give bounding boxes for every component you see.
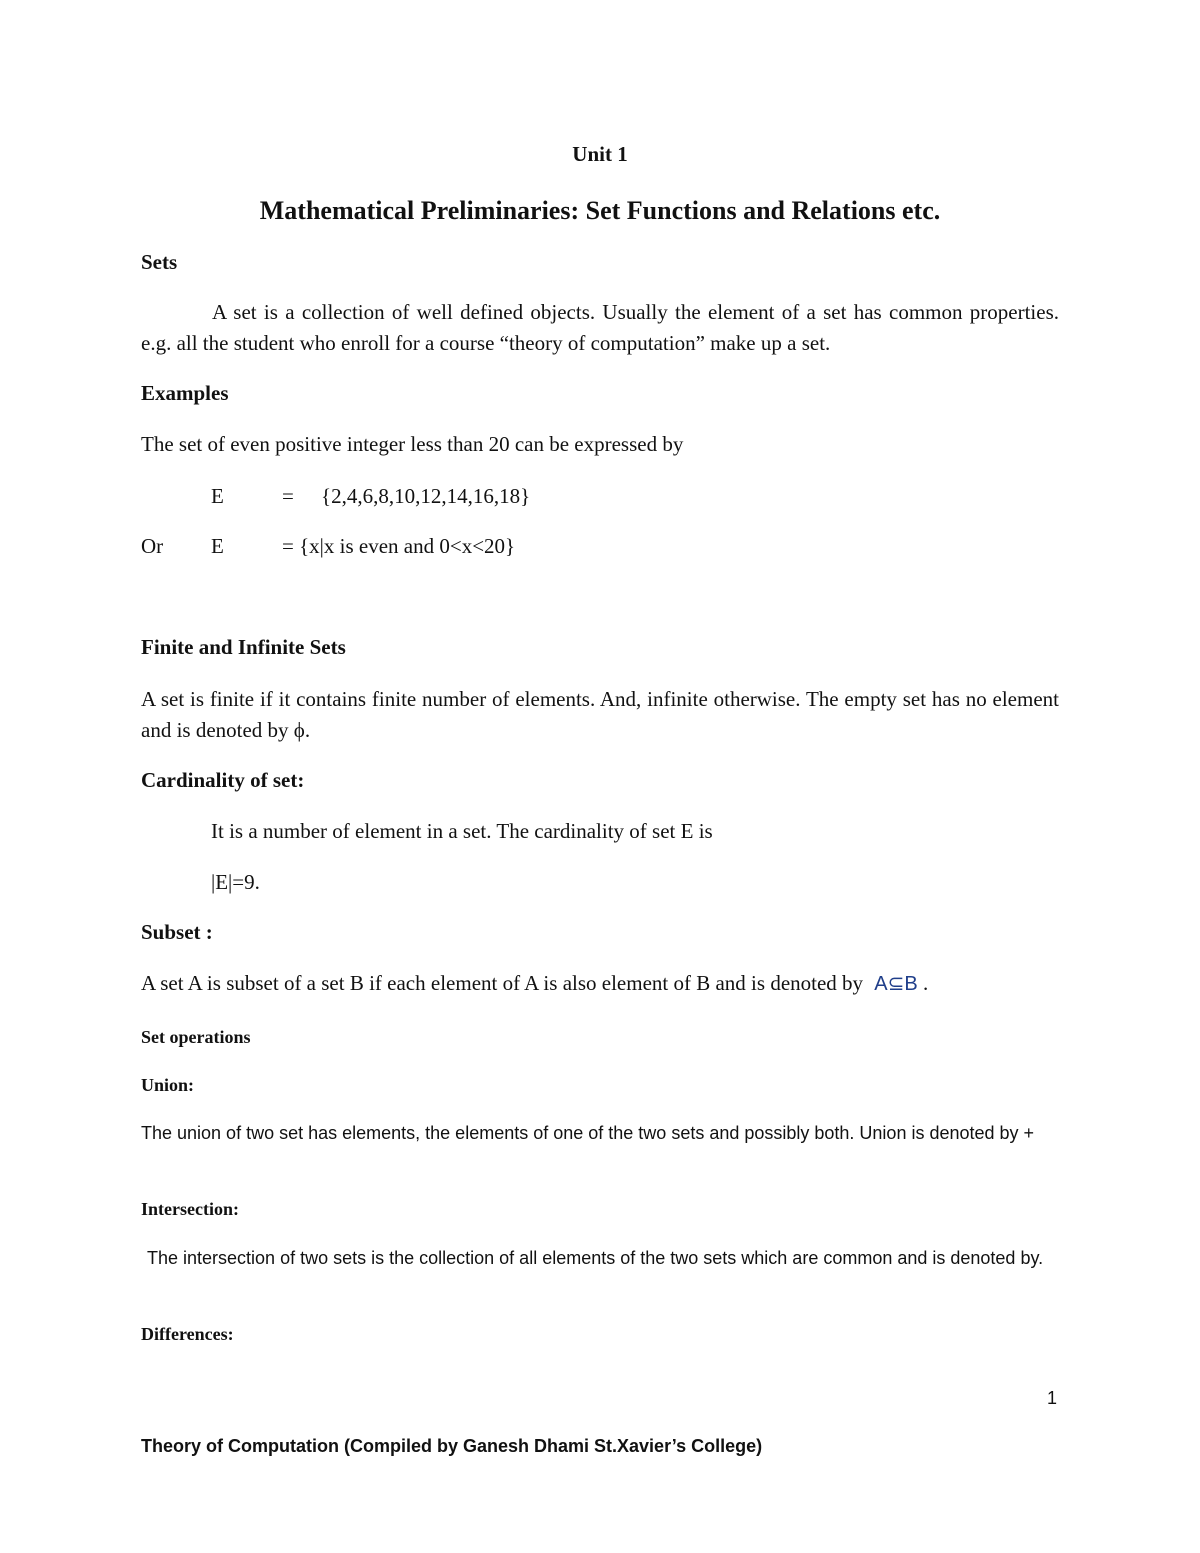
subset-line: [141, 969, 928, 998]
union-paragraph: The union of two set has elements, the elements of one of the two sets and possibly both. Union is denoted by +: [141, 1123, 1035, 1143]
sets-heading: Sets: [141, 250, 178, 274]
example-line2-var: E: [211, 534, 224, 558]
subset-tail: .: [922, 971, 929, 995]
finite-paragraph: A set is finite if it contains finite number of elements. And, infinite otherwise. The empty set has no element and is denoted by ϕ.: [141, 687, 1059, 742]
finite-heading: Finite and Infinite Sets: [141, 635, 346, 659]
examples-heading: Examples: [141, 381, 229, 405]
subset-text: A set A is subset of a set B if each element of A is also element of B and is denoted by: [141, 971, 864, 995]
page-title: Mathematical Preliminaries: Set Functions and Relations etc.: [259, 196, 941, 225]
example-line1-eq: =: [282, 484, 294, 508]
differences-heading: Differences:: [141, 1324, 234, 1344]
cardinality-text: It is a number of element in a set. The cardinality of set E is: [211, 819, 713, 843]
subset-heading: Subset :: [141, 920, 213, 944]
sets-paragraph: A set is a collection of well defined objects. Usually the element of a set has common properties. e.g. all the student who enroll for a course “theory of computation” make up a set.: [141, 300, 1059, 355]
subset-symbol: A⊆B: [874, 973, 918, 995]
example-line1-var: E: [211, 484, 224, 508]
example-line1-value: {2,4,6,8,10,12,14,16,18}: [321, 484, 531, 508]
intersection-paragraph: The intersection of two sets is the collection of all elements of the two sets which are common and is denoted by.: [147, 1248, 1044, 1268]
unit-label: Unit 1: [572, 142, 628, 166]
union-heading: Union:: [141, 1075, 195, 1095]
cardinality-formula: |E|=9.: [211, 870, 260, 894]
cardinality-heading: Cardinality of set:: [141, 768, 305, 792]
intersection-heading: Intersection:: [141, 1199, 239, 1219]
page-number: 1: [1047, 1388, 1058, 1408]
set-operations-heading: Set operations: [141, 1027, 251, 1047]
examples-intro: The set of even positive integer less than 20 can be expressed by: [141, 432, 684, 456]
footer-text: Theory of Computation (Compiled by Ganesh Dhami St.Xavier’s College): [141, 1436, 763, 1456]
example-line2-value: = {x|x is even and 0<x<20}: [282, 534, 516, 558]
example-line2-prefix: Or: [141, 534, 164, 558]
